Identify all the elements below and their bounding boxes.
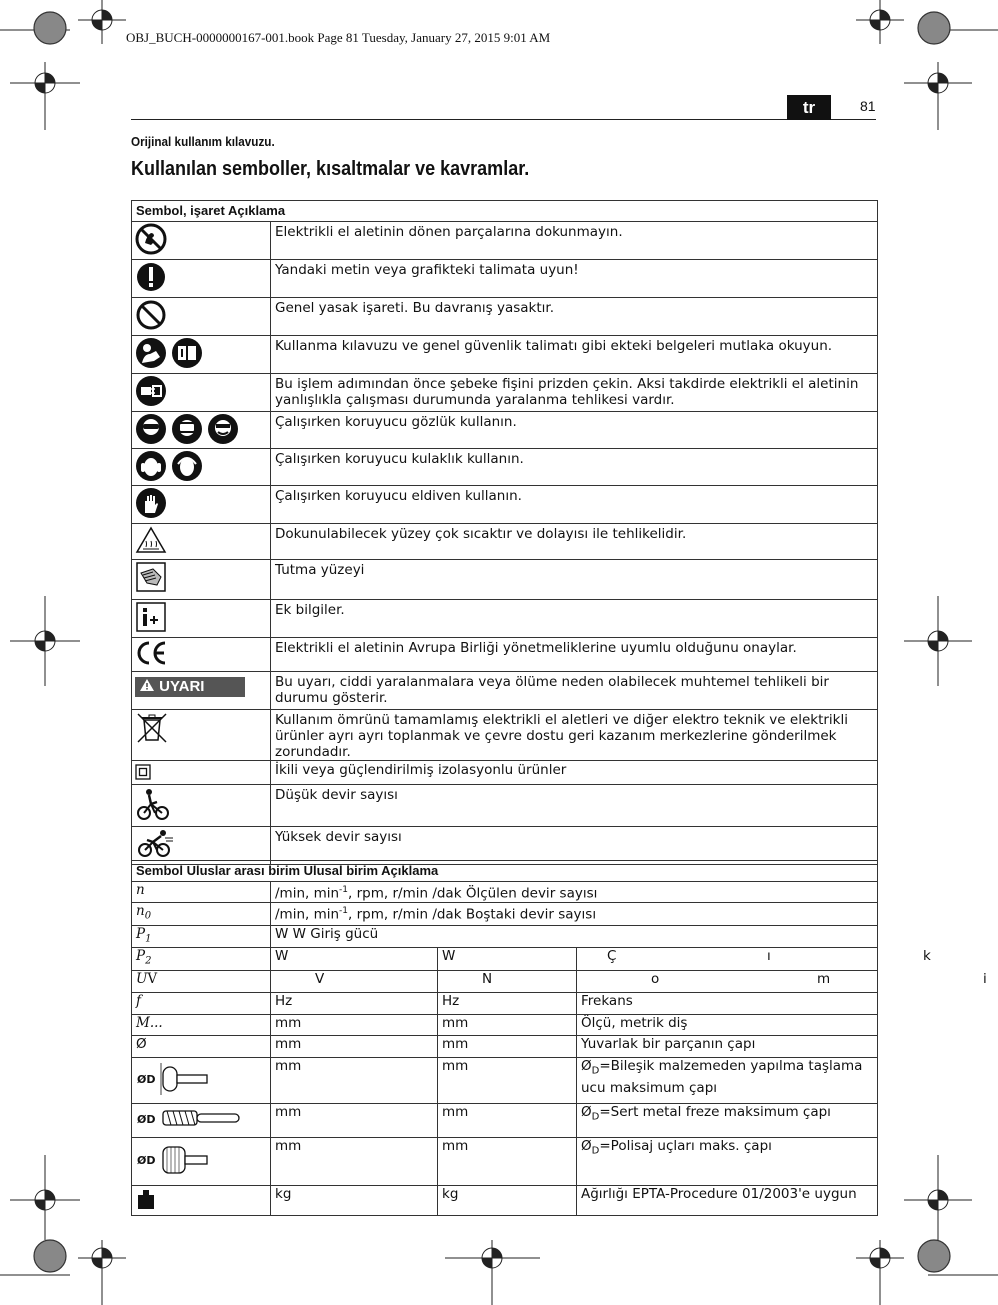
weight-icon — [135, 1187, 157, 1211]
table-row: Dokunulabilecek yüzey çok sıcaktır ve dolayısı ile tehlikelidir. — [132, 524, 878, 560]
table-row: İkili veya güçlendirilmiş izolasyonlu ürünler — [132, 761, 878, 785]
table-row: Yandaki metin veya grafikteki talimata uyun! — [132, 260, 878, 298]
table-row: ØD mm mm $Ø_D=Bileşik$ malzemeden yapılma taşlama ucu maksimum çapı — [132, 1058, 878, 1104]
fast-bicycle-icon — [135, 828, 175, 860]
book-header-line: OBJ_BUCH-0000000167-001.book Page 81 Tuesday, January 27, 2015 9:01 AM — [126, 30, 551, 45]
mask-icon — [207, 413, 239, 445]
table-row: $P_2$ W W Ç ı k — [132, 948, 878, 971]
table-row: Kullanım ömrünü tamamlamış elektrikli el aletleri ve diğer elektro teknik ve elektrikli ürünler ayrı ayrı toplanmak ve çevre dostu geri kazanım merkezlerine gönderilmek zorundadır. — [132, 710, 878, 761]
table-row: Genel yasak işareti. Bu davranış yasaktır. — [132, 298, 878, 336]
table-row: n /min, $\min^{-1}$, rpm, r/min /dak Ölçülen devir sayısı — [132, 882, 878, 903]
crossed-bin-icon — [135, 711, 169, 745]
warning-label: UYARI — [135, 677, 245, 697]
units-table — [131, 860, 987, 1216]
goggles-icon — [135, 413, 167, 445]
table-row: UYARI Bu uyarı, ciddi yaralanmalara veya ölüme neden olabilecek muhtemel tehlikeli bir durumu gösterir. — [132, 672, 878, 710]
unplug-icon — [135, 375, 167, 407]
table-row: Kullanma kılavuzu ve genel güvenlik talimatı gibi ekteki belgeleri mutlaka okuyun. — [132, 336, 878, 374]
units-table-header: Sembol Uluslar arası birim Ulusal birim Açıklama — [132, 861, 878, 882]
gloves-icon — [135, 487, 167, 519]
polishing-tip-diameter-icon — [135, 1139, 215, 1181]
page-number: 81 — [860, 98, 876, 114]
table-row: UV V N o m i — [132, 971, 878, 993]
read-manual-icon — [135, 337, 167, 369]
table-row: Bu işlem adımından önce şebeke fişini prizden çekin. Aksi takdirde elektrikli el aletinin yanlışlıkla çalışması durumunda yaralanma tehlikesi vardır. — [132, 374, 878, 412]
header-rule — [131, 119, 876, 120]
no-touch-rotating-icon — [135, 223, 167, 255]
table-row: Yüksek devir sayısı — [132, 827, 878, 865]
svg-text:ØD: ØD — [137, 1113, 156, 1127]
ear-protection-icon — [135, 450, 167, 482]
table-row: ØD mm mm $Ø_D=Sert$ metal freze maksimum çapı — [132, 1104, 878, 1138]
table-row: f Hz Hz Frekans — [132, 993, 878, 1015]
page-title: Kullanılan semboller, kısaltmalar ve kavramlar. — [131, 158, 530, 180]
table-row: Çalışırken koruyucu gözlük kullanın. — [132, 412, 878, 449]
face-shield-icon — [171, 413, 203, 445]
table-row: Tutma yüzeyi — [132, 560, 878, 600]
ear-muff-icon — [171, 450, 203, 482]
grip-surface-icon — [135, 561, 167, 593]
warning-icon — [139, 678, 155, 692]
double-insulation-icon — [135, 764, 151, 780]
carbide-cutter-diameter-icon — [135, 1105, 245, 1133]
table-row: Elektrikli el aletinin Avrupa Birliği yönetmeliklerine uyumlu olduğunu onaylar. — [132, 638, 878, 672]
intro-text: Orijinal kullanım kılavuzu. — [131, 134, 275, 149]
book-icon — [171, 337, 203, 369]
prohibition-icon — [135, 299, 167, 331]
language-tab: tr — [787, 95, 831, 120]
grinding-point-diameter-icon — [135, 1059, 215, 1099]
table-row: Ek bilgiler. — [132, 600, 878, 638]
exclamation-icon — [135, 261, 167, 293]
table-row: $P_1$ W W Giriş gücü — [132, 925, 878, 948]
table-row: Düşük devir sayısı — [132, 785, 878, 827]
table-row: Elektrikli el aletinin dönen parçalarına dokunmayın. — [132, 222, 878, 260]
table-row: $n_0$ /min, $\min^{-1}$, rpm, r/min /dak Boştaki devir sayısı — [132, 903, 878, 926]
table-row: M... mm mm Ölçü, metrik diş — [132, 1015, 878, 1036]
ce-mark-icon — [135, 639, 169, 667]
info-icon — [135, 601, 167, 633]
table-row: kg kg Ağırlığı EPTA-Procedure 01/2003'e uygun — [132, 1186, 878, 1216]
table-row: Çalışırken koruyucu eldiven kullanın. — [132, 486, 878, 524]
slow-bicycle-icon — [135, 786, 171, 822]
svg-text:ØD: ØD — [137, 1154, 156, 1168]
svg-text:ØD: ØD — [137, 1073, 156, 1087]
table-row: Çalışırken koruyucu kulaklık kullanın. — [132, 449, 878, 486]
table-row: ØD mm mm $Ø_D=Polisaj$ uçları maks. çapı — [132, 1138, 878, 1186]
symbols-table — [131, 200, 878, 865]
hot-surface-icon — [135, 525, 167, 555]
table-row: Ø mm mm Yuvarlak bir parçanın çapı — [132, 1036, 878, 1058]
symbols-table-header: Sembol, işaret Açıklama — [132, 201, 878, 222]
